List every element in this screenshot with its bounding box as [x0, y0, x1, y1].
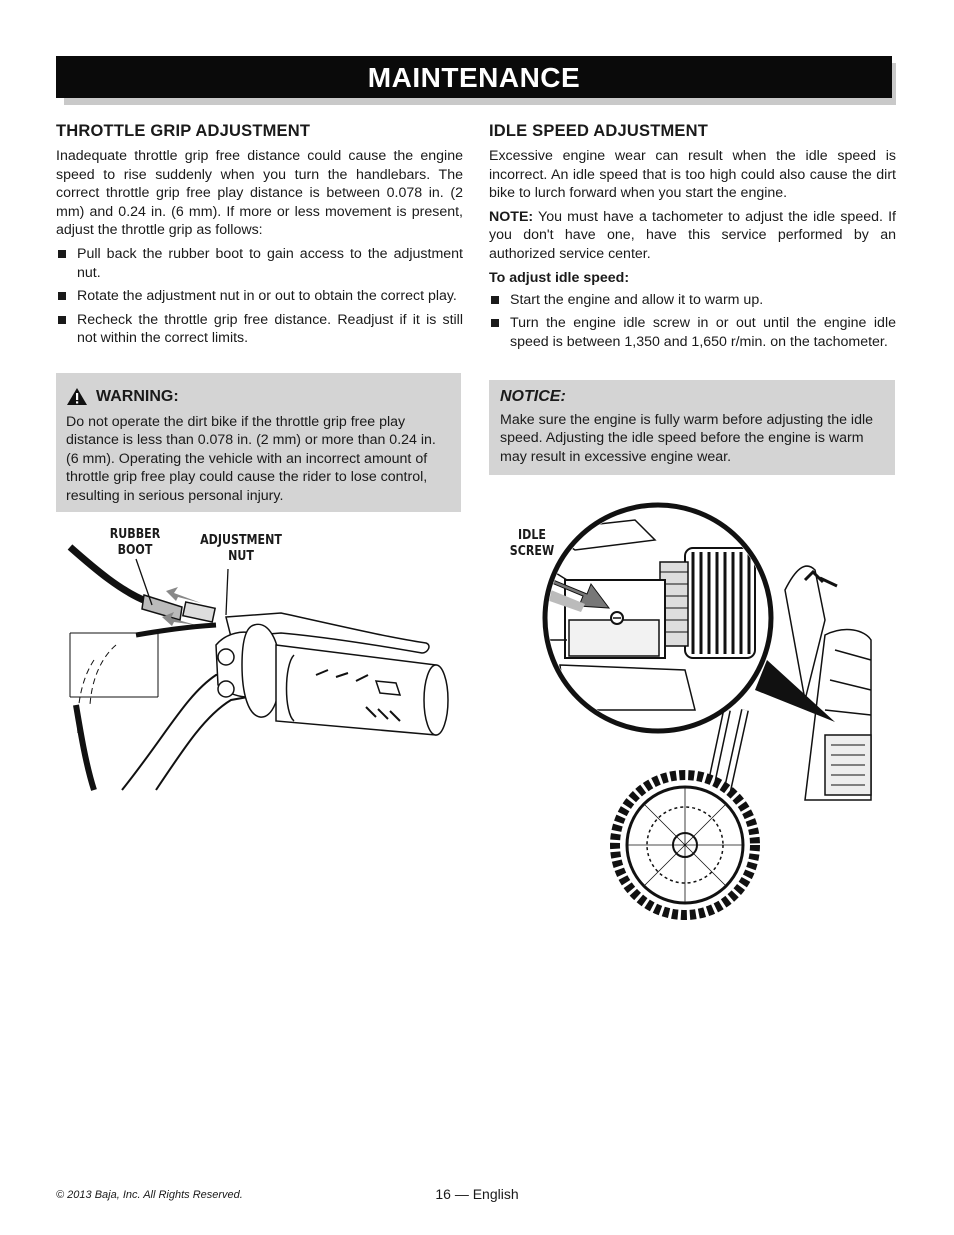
square-bullet-icon [58, 316, 66, 324]
note-label: NOTE: [489, 208, 534, 225]
square-bullet-icon [491, 296, 499, 304]
warning-label: WARNING: [96, 387, 179, 405]
page-number: 16 — English [435, 1186, 519, 1202]
notice-label: NOTICE: [500, 388, 566, 405]
idle-screw-callout: IDLE SCREW [509, 527, 555, 559]
idle-note [489, 208, 896, 264]
list-item: Start the engine and allow it to warm up. [489, 291, 896, 310]
throttle-heading: THROTTLE GRIP ADJUSTMENT [56, 122, 311, 140]
square-bullet-icon [58, 292, 66, 300]
warning-triangle-icon [66, 387, 88, 406]
warning-text: Do not operate the dirt bike if the throttle grip free play distance is less than 0.078 in. (2 mm) or more than 0.24 in. (6 mm). Operating the vehicle with an incorrect amount of throttle grip free play could cause the rider to lose control, resulting in serious personal injury. [66, 414, 436, 504]
list-item: Recheck the throttle grip free distance. Readjust if it is still not within the correct limits. [56, 311, 463, 348]
idle-section [489, 122, 896, 356]
idle-intro: Excessive engine wear can result when the idle speed is incorrect. An idle speed that is too high could also cause the dirt bike to lurch forward when you start the engine. [489, 148, 896, 202]
warning-box [56, 373, 461, 512]
idle-heading: IDLE SPEED ADJUSTMENT [489, 122, 709, 140]
notice-text: Make sure the engine is fully warm before adjusting the idle speed. Adjusting the idle speed before the engine is warm may result in excessive engine wear. [500, 412, 874, 465]
note-text: You must have a tachometer to adjust the idle speed. If you don't have one, have this service performed by an authorized service center. [489, 208, 896, 262]
throttle-steps [56, 245, 463, 348]
list-item: Turn the engine idle screw in or out until the engine idle speed is between 1,350 and 1,650 r/min. on the tachometer. [489, 314, 896, 351]
page-title: MAINTENANCE [56, 56, 892, 98]
throttle-grip-illustration [66, 525, 456, 793]
square-bullet-icon [58, 250, 66, 258]
copyright-text: © 2013 Baja, Inc. All Rights Reserved. [56, 1189, 243, 1201]
warning-header [66, 387, 451, 406]
throttle-section [56, 122, 463, 353]
list-item: Rotate the adjustment nut in or out to obtain the correct play. [56, 287, 463, 306]
notice-box [489, 380, 895, 475]
idle-subheading: To adjust idle speed: [489, 269, 630, 286]
list-item: Pull back the rubber boot to gain access to the adjustment nut. [56, 245, 463, 282]
adjustment-nut-callout: ADJUSTMENT NUT [200, 532, 282, 564]
throttle-intro: Inadequate throttle grip free distance could cause the engine speed to rise suddenly when you turn the handlebars. The correct throttle grip free play distance is between 0.078 in. (2 mm) and 0.24 in. (6 mm). If more or less movement is present, adjust the throttle grip as follows: [56, 148, 463, 239]
square-bullet-icon [491, 319, 499, 327]
idle-steps [489, 291, 896, 352]
rubber-boot-callout: RUBBER BOOT [109, 526, 161, 558]
idle-screw-illustration [505, 500, 875, 925]
